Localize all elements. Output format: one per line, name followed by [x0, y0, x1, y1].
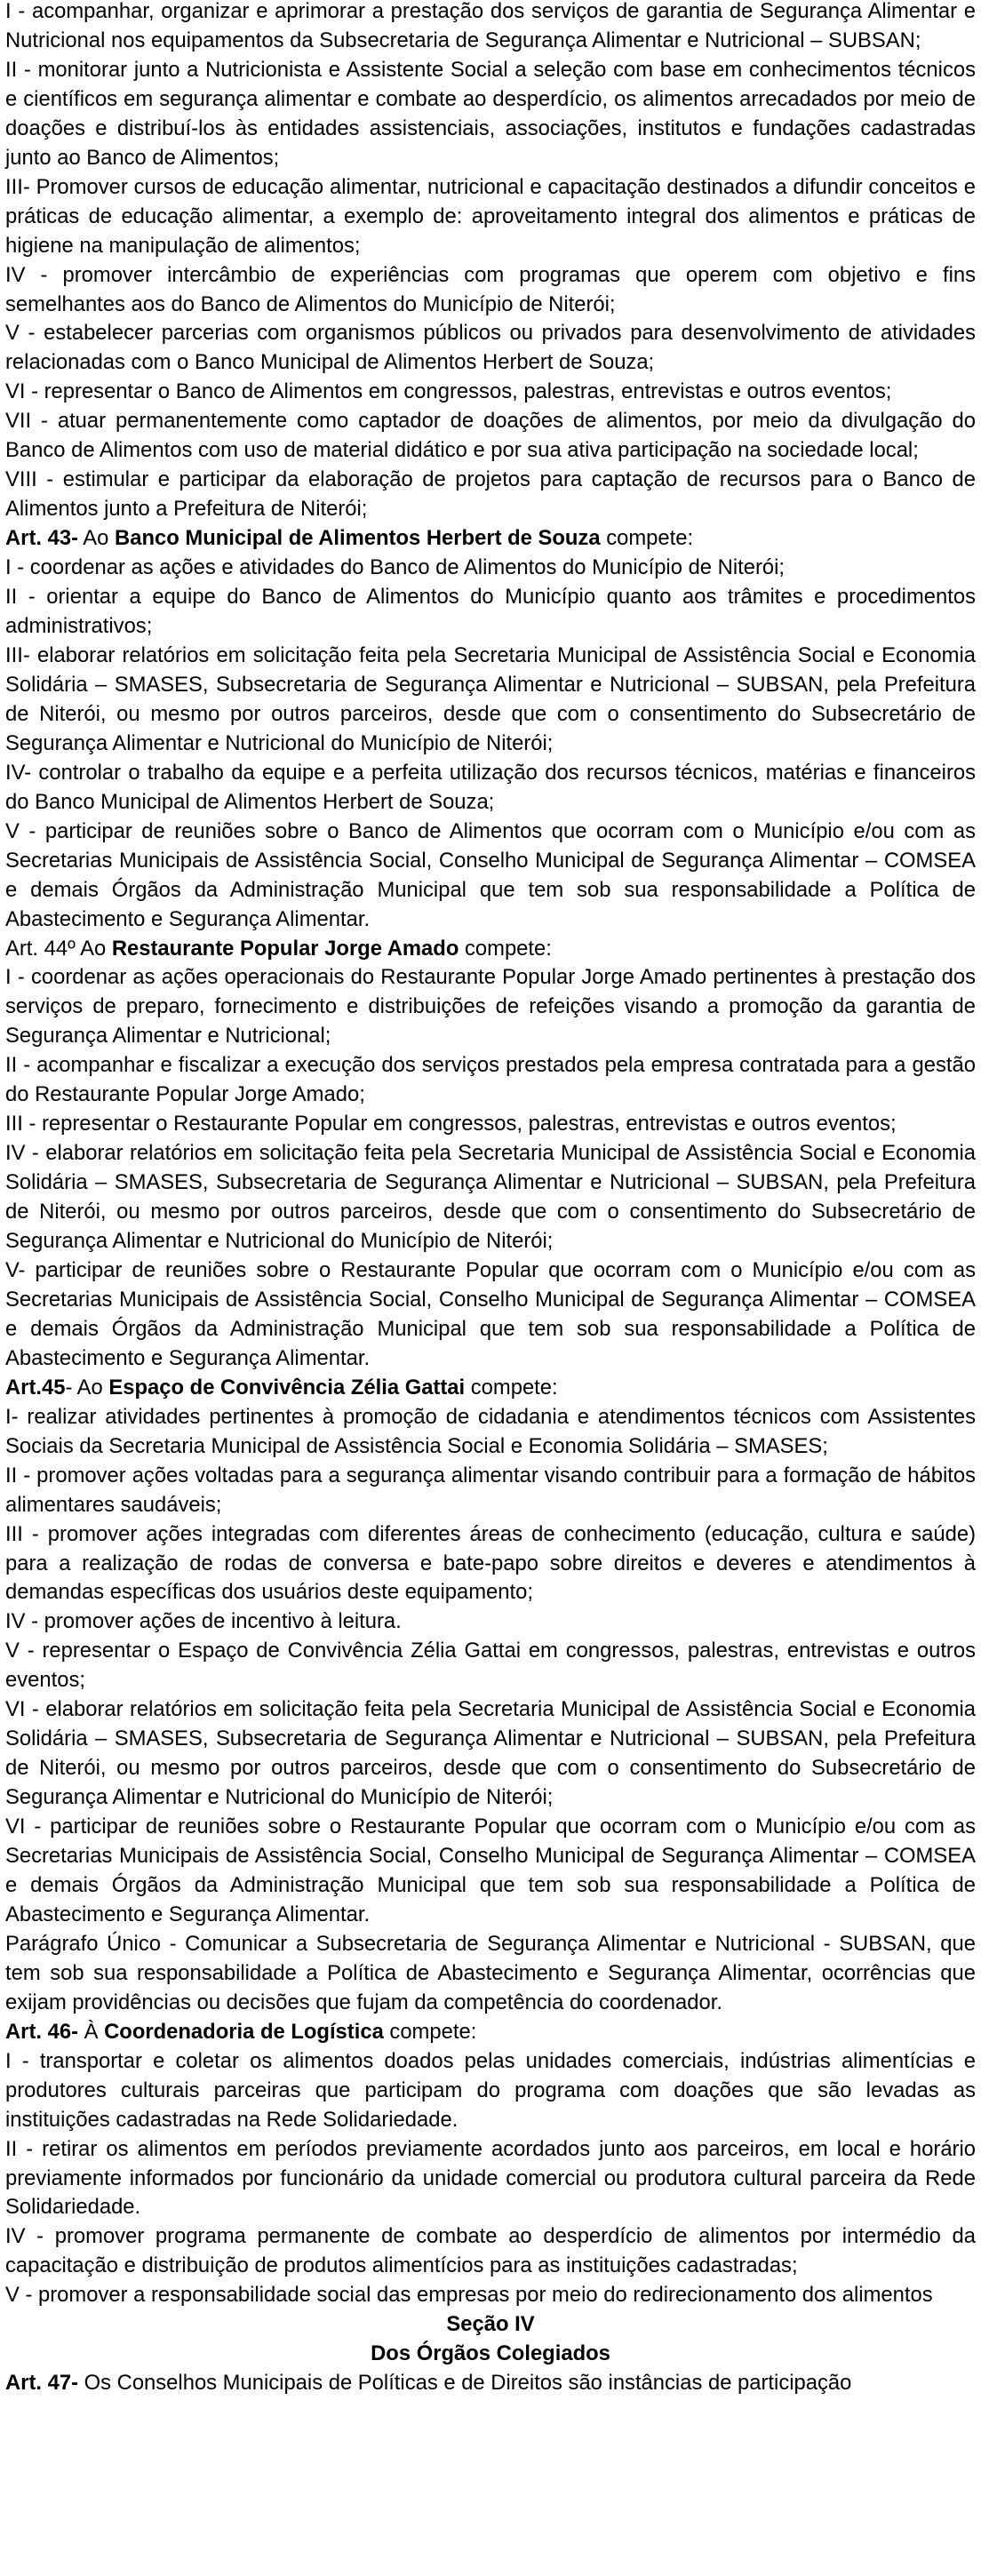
art46-item: IV - promover programa permanente de combate ao desperdício de alimentos por intermédio da capacitação e distribuição de produtos alimentícios para as instituições cadastradas;	[5, 2224, 976, 2278]
article-label: Art. 47-	[5, 2371, 78, 2396]
art42-item: III- Promover cursos de educação alimentar, nutricional e capacitação destinados a difundir conceitos e práticas de educação alimentar, a exemplo de: aproveitamento integral dos alimentos e práticas de higiene na manipulação de alimentos;	[5, 174, 976, 258]
art47-heading: Art. 47- Os Conselhos Municipais de Políticas e de Direitos são instâncias de participação	[5, 2371, 852, 2396]
art44-item: V- participar de reuniões sobre o Restaurante Popular que ocorram com o Município e/ou com as Secretarias Municipais de Assistência Social, Conselho Municipal de Segurança Alimentar – COMSEA e demais Órgãos da Administração Municipal que tem sob sua responsabilidade a Política de Abastecimento e Segurança Alimentar.	[5, 1257, 976, 1370]
art46-item: V - promover a responsabilidade social das empresas por meio do redirecionamento dos alimentos	[5, 2283, 933, 2308]
section-number: Seção IV	[446, 2312, 535, 2337]
art44-item: IV - elaborar relatórios em solicitação feita pela Secretaria Municipal de Assistência Social e Economia Solidária – SMASES, Subsecretaria de Segurança Alimentar e Nutricional – SUBSAN, pela Prefeitura de Niterói, ou mesmo por outros parceiros, desde que com o consentimento do Subsecretário de Segurança Alimentar e Nutricional do Município de Niterói;	[5, 1141, 976, 1254]
art43-item: II - orientar a equipe do Banco de Alimentos do Município quanto aos trâmites e procedimentos administrativos;	[5, 585, 976, 639]
art46-item: I - transportar e coletar os alimentos doados pelas unidades comerciais, indústrias alimentícias e produtores culturais parceiras que participam do programa com doações que são levadas as instituições cadastradas na Rede Solidariedade.	[5, 2048, 976, 2132]
art46-heading: Art. 46- À Coordenadoria de Logística compete:	[5, 2019, 477, 2044]
art44-item: I - coordenar as ações operacionais do Restaurante Popular Jorge Amado pertinentes à prestação dos serviços de preparo, fornecimento e distribuições de refeições visando a promoção da garantia de Segurança Alimentar e Nutricional;	[5, 965, 976, 1049]
art43-item: V - participar de reuniões sobre o Banco de Alimentos que ocorram com o Município e/ou com as Secretarias Municipais de Assistência Social, Conselho Municipal de Segurança Alimentar – COMSEA e demais Órgãos da Administração Municipal que tem sob sua responsabilidade a Política de Abastecimento e Segurança Alimentar.	[5, 818, 976, 931]
art45-item: VI - participar de reuniões sobre o Restaurante Popular que ocorram com o Município e/ou com as Secretarias Municipais de Assistência Social, Conselho Municipal de Segurança Alimentar – COMSEA e demais Órgãos da Administração Municipal que tem sob sua responsabilidade a Política de Abastecimento e Segurança Alimentar.	[5, 1814, 976, 1926]
article-label: Art. 46-	[5, 2019, 78, 2044]
art42-item: II - monitorar junto a Nutricionista e Assistente Social a seleção com base em conhecimentos técnicos e científicos em segurança alimentar e combate ao desperdício, os alimentos arrecadados por meio de doações e distribuí-los às entidades assistenciais, associações, institutos e fundações cadastradas junto ao Banco de Alimentos;	[5, 57, 976, 170]
art43-item: I - coordenar as ações e atividades do Banco de Alimentos do Município de Niterói;	[5, 555, 786, 580]
art44-heading: Art. 44º Ao Restaurante Popular Jorge Amado compete:	[5, 936, 552, 961]
art42-item: IV - promover intercâmbio de experiências com programas que operem com objetivo e fins semelhantes aos do Banco de Alimentos do Município de Niterói;	[5, 262, 976, 316]
art44-item: III - representar o Restaurante Popular em congressos, palestras, entrevistas e outros eventos;	[5, 1112, 897, 1136]
art43-item: IV- controlar o trabalho da equipe e a perfeita utilização dos recursos técnicos, matérias e financeiros do Banco Municipal de Alimentos Herbert de Souza;	[5, 760, 976, 814]
article-label: Art. 43-	[5, 526, 78, 551]
art44-item: II - acompanhar e fiscalizar a execução dos serviços prestados pela empresa contratada para a gestão do Restaurante Popular Jorge Amado;	[5, 1053, 976, 1107]
document-body	[5, 0, 976, 2398]
article-subject: Coordenadoria de Logística	[104, 2019, 384, 2044]
article-label: Art. 44º	[5, 936, 76, 961]
art43-heading: Art. 43- Ao Banco Municipal de Alimentos Herbert de Souza compete:	[5, 526, 694, 551]
art45-item: III - promover ações integradas com diferentes áreas de conhecimento (educação, cultura e saúde) para a realização de rodas de conversa e bate-papo sobre direitos e deveres e atendimentos à demandas específicas dos usuários deste equipamento;	[5, 1521, 976, 1605]
art45-item: IV - promover ações de incentivo à leitura.	[5, 1609, 402, 1634]
art45-item: II - promover ações voltadas para a segurança alimentar visando contribuir para a formação de hábitos alimentares saudáveis;	[5, 1463, 976, 1517]
art42-item: VII - atuar permanentemente como captador de doações de alimentos, por meio da divulgação do Banco de Alimentos com uso de material didático e por sua ativa participação na sociedade local;	[5, 409, 976, 463]
article-subject: Banco Municipal de Alimentos Herbert de Souza	[115, 526, 601, 551]
art46-item: II - retirar os alimentos em períodos previamente acordados junto aos parceiros, em local e horário previamente informados por funcionário da unidade comercial ou produtora cultural parceira da Rede Solidariedade.	[5, 2136, 976, 2220]
art45-item: I- realizar atividades pertinentes à promoção de cidadania e atendimentos técnicos com Assistentes Sociais da Secretaria Municipal de Assistência Social e Economia Solidária – SMASES;	[5, 1404, 976, 1458]
article-subject: Espaço de Convivência Zélia Gattai	[108, 1375, 466, 1400]
art45-paragrafo-unico: Parágrafo Único - Comunicar a Subsecretaria de Segurança Alimentar e Nutricional - SUBSAN, que tem sob sua responsabilidade a Política de Abastecimento e Segurança Alimentar, ocorrências que exijam providências ou decisões que fujam da competência do coordenador.	[5, 1931, 976, 2014]
art43-item: III- elaborar relatórios em solicitação feita pela Secretaria Municipal de Assistência Social e Economia Solidária – SMASES, Subsecretaria de Segurança Alimentar e Nutricional – SUBSAN, pela Prefeitura de Niterói, ou mesmo por outros parceiros, desde que com o consentimento do Subsecretário de Segurança Alimentar e Nutricional do Município de Niterói;	[5, 642, 976, 755]
art42-item: V - estabelecer parcerias com organismos públicos ou privados para desenvolvimento de atividades relacionadas com o Banco Municipal de Alimentos Herbert de Souza;	[5, 321, 976, 375]
art42-item: VIII - estimular e participar da elaboração de projetos para captação de recursos para o Banco de Alimentos junto a Prefeitura de Niterói;	[5, 467, 976, 522]
art42-item: I - acompanhar, organizar e aprimorar a prestação dos serviços de garantia de Segurança Alimentar e Nutricional nos equipamentos da Subsecretaria de Segurança Alimentar e Nutricional – SUBSAN;	[5, 0, 976, 52]
article-subject: Restaurante Popular Jorge Amado	[111, 936, 459, 961]
art45-item: V - representar o Espaço de Convivência Zélia Gattai em congressos, palestras, entrevistas e outros eventos;	[5, 1639, 976, 1693]
art45-item: VI - elaborar relatórios em solicitação feita pela Secretaria Municipal de Assistência Social e Economia Solidária – SMASES, Subsecretaria de Segurança Alimentar e Nutricional – SUBSAN, pela Prefeitura de Niterói, ou mesmo por outros parceiros, desde que com o consentimento do Subsecretário de Segurança Alimentar e Nutricional do Município de Niterói;	[5, 1697, 976, 1810]
section-title: Dos Órgãos Colegiados	[371, 2341, 610, 2366]
art45-heading: Art.45- Ao Espaço de Convivência Zélia Gattai compete:	[5, 1375, 558, 1400]
art42-item: VI - representar o Banco de Alimentos em congressos, palestras, entrevistas e outros eventos;	[5, 379, 892, 404]
article-label: Art.45	[5, 1375, 66, 1400]
